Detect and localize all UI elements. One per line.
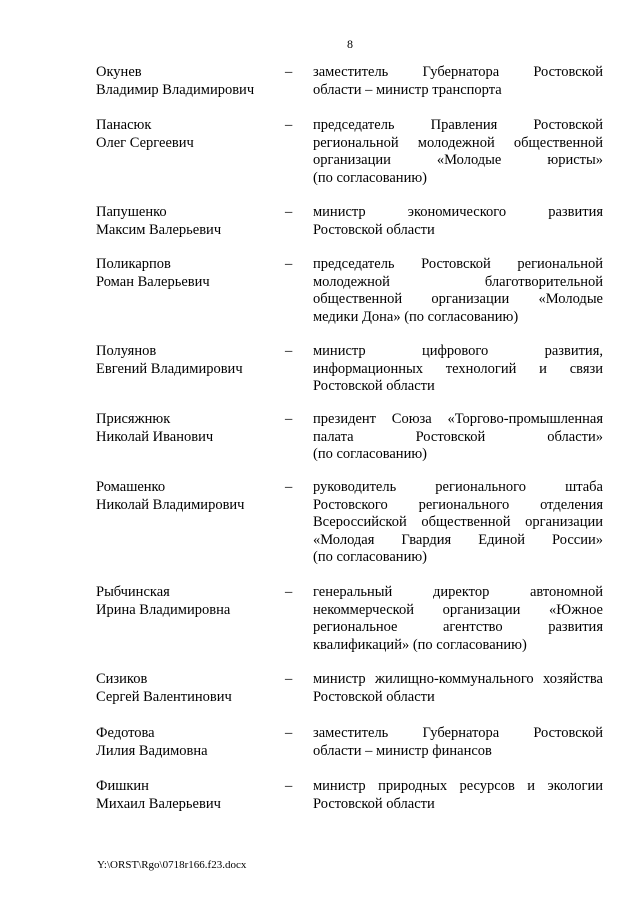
position-line: Ростовского регионального отделения — [313, 496, 603, 513]
position-line: министр экономического развития — [313, 204, 603, 220]
member-surname: Фишкин — [96, 778, 149, 794]
position-line: региональной молодежной общественной — [313, 134, 603, 151]
member-position — [313, 671, 603, 706]
position-line: министр жилищно-коммунального хозяйства — [313, 671, 603, 687]
separator-dash: – — [285, 479, 293, 495]
member-given-names: Олег Сергеевич — [96, 134, 194, 151]
member-surname: Полуянов — [96, 343, 157, 359]
member-position — [313, 343, 603, 396]
separator-dash: – — [285, 671, 293, 687]
member-surname: Панасюк — [96, 117, 152, 133]
position-line: (по согласованию) — [313, 549, 427, 566]
position-line: «Молодая Гвардия Единой России» — [313, 531, 603, 548]
position-line: квалификаций» (по согласованию) — [313, 636, 527, 653]
position-line: Ростовской области — [313, 688, 435, 705]
member-name — [96, 64, 276, 99]
position-line: председатель Правления Ростовской — [313, 117, 603, 133]
member-position — [313, 778, 603, 813]
position-line: организации «Молодые юристы» — [313, 152, 603, 169]
position-line: общественной организации «Молодые — [313, 291, 603, 308]
position-line: президент Союза «Торгово-промышленная — [313, 411, 603, 427]
member-given-names: Евгений Владимирович — [96, 360, 243, 377]
member-surname: Присяжнюк — [96, 411, 171, 427]
member-name — [96, 725, 276, 760]
separator-dash: – — [285, 117, 293, 133]
member-surname: Сизиков — [96, 671, 148, 687]
page-number: 8 — [347, 37, 353, 51]
member-given-names: Ирина Владимировна — [96, 601, 231, 618]
position-line: региональное агентство развития — [313, 619, 603, 636]
member-position — [313, 411, 603, 464]
position-line: (по согласованию) — [313, 169, 427, 186]
file-path-footer: Y:\ORST\Rgo\0718r166.f23.docx — [97, 859, 247, 871]
member-given-names: Николай Владимирович — [96, 496, 245, 513]
position-line: палата Ростовской области» — [313, 428, 603, 445]
separator-dash: – — [285, 411, 293, 427]
member-surname: Поликарпов — [96, 256, 171, 272]
position-line: Ростовской области — [313, 221, 435, 238]
position-line: области – министр финансов — [313, 742, 492, 759]
position-line: генеральный директор автономной — [313, 584, 603, 600]
separator-dash: – — [285, 204, 293, 220]
member-name — [96, 117, 276, 152]
member-given-names: Николай Иванович — [96, 428, 214, 445]
member-name — [96, 411, 276, 446]
position-line: области – министр транспорта — [313, 81, 502, 98]
position-line: информационных технологий и связи — [313, 360, 603, 377]
position-line: некоммерческой организации «Южное — [313, 601, 603, 618]
separator-dash: – — [285, 778, 293, 794]
member-name — [96, 584, 276, 619]
member-position — [313, 64, 603, 99]
position-line: министр природных ресурсов и экологии — [313, 778, 603, 794]
position-line: Ростовской области — [313, 378, 435, 395]
position-line: медики Дона» (по согласованию) — [313, 308, 519, 325]
position-line: руководитель регионального штаба — [313, 479, 603, 495]
member-position — [313, 725, 603, 760]
member-position — [313, 479, 603, 567]
member-position — [313, 584, 603, 654]
position-line: (по согласованию) — [313, 446, 427, 463]
position-line: Ростовской области — [313, 795, 435, 812]
member-surname: Окунев — [96, 64, 142, 80]
member-name — [96, 256, 276, 291]
member-position — [313, 256, 603, 326]
member-position — [313, 117, 603, 187]
position-line: Всероссийской общественной организации — [313, 514, 603, 531]
member-surname: Рыбчинская — [96, 584, 170, 600]
member-given-names: Максим Валерьевич — [96, 221, 222, 238]
position-line: министр цифрового развития, — [313, 343, 603, 359]
member-name — [96, 343, 276, 378]
separator-dash: – — [285, 725, 293, 741]
separator-dash: – — [285, 64, 293, 80]
separator-dash: – — [285, 584, 293, 600]
separator-dash: – — [285, 256, 293, 272]
member-given-names: Роман Валерьевич — [96, 273, 210, 290]
member-position — [313, 204, 603, 239]
member-given-names: Сергей Валентинович — [96, 688, 232, 705]
member-surname: Папушенко — [96, 204, 167, 220]
member-name — [96, 778, 276, 813]
member-surname: Ромашенко — [96, 479, 166, 495]
separator-dash: – — [285, 343, 293, 359]
position-line: заместитель Губернатора Ростовской — [313, 725, 603, 741]
position-line: молодежной благотворительной — [313, 273, 603, 290]
member-name — [96, 204, 276, 239]
member-surname: Федотова — [96, 725, 155, 741]
member-name — [96, 671, 276, 706]
member-given-names: Лилия Вадимовна — [96, 742, 208, 759]
position-line: председатель Ростовской региональной — [313, 256, 603, 272]
member-name — [96, 479, 276, 514]
member-given-names: Михаил Валерьевич — [96, 795, 221, 812]
member-given-names: Владимир Владимирович — [96, 81, 255, 98]
position-line: заместитель Губернатора Ростовской — [313, 64, 603, 80]
